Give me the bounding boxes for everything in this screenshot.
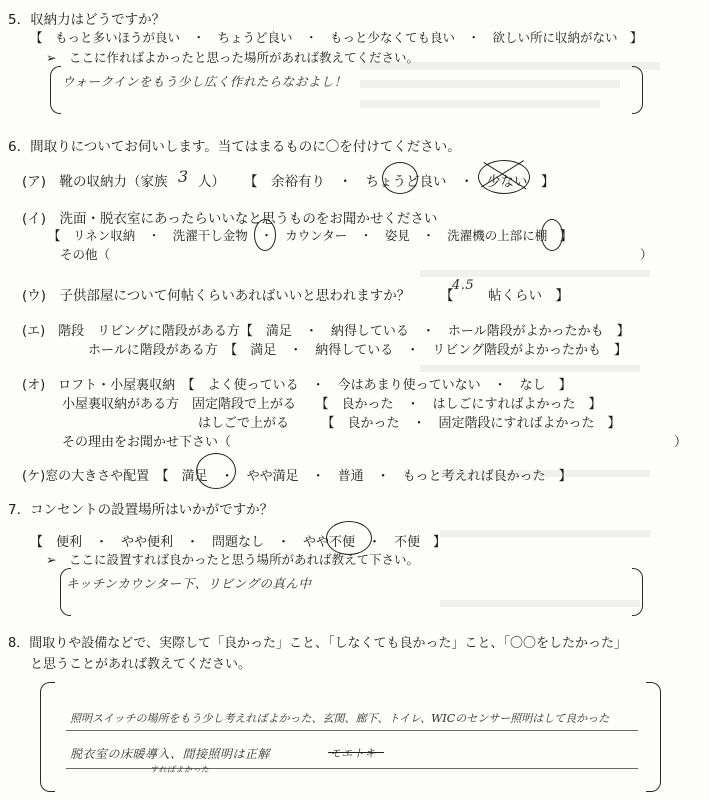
q6-u-unit: 帖くらい 】 [488, 288, 569, 304]
q6-o-reason: その理由をお聞かせ下さい（ [62, 435, 232, 450]
q6-u-label: (ウ) 子供部屋について何帖くらいあればいいと思われますか？ [22, 288, 411, 304]
q7-answer-bracket-right [632, 568, 643, 616]
q6-ke-label: (ケ)窓の大きさや配置 【 満足 ・ やや満足 ・ 普通 ・ もっと考えれば良かった 】 [22, 469, 572, 484]
q5-options: 【 もっと多いほうが良い ・ ちょうど良い ・ もっと少なくても良い ・ 欲しい所に収納がない 】 [30, 30, 643, 45]
q6-u-open: 【 [440, 288, 454, 304]
q8-answer-rule-1 [66, 730, 638, 731]
q8-title2: と思うことがあれば教えてください。 [30, 657, 252, 672]
q5-title: 5．収納力はどうですか？ [8, 12, 166, 28]
q6-i-other: その他（ [60, 247, 111, 262]
q6-o-reason-close: ） [674, 435, 688, 450]
q6-a-label: (ア) 靴の収納力（家族 [22, 174, 168, 190]
q6-i-circle-mark [254, 219, 276, 251]
q8-handwritten-note: すればよかった [150, 765, 210, 774]
q6-title: 6．間取りについてお伺いします。当てはまるものに〇を付けてください。 [8, 139, 461, 155]
q6-i-other-close: ） [640, 247, 653, 262]
q6-a-circle-mark [382, 162, 418, 194]
q6-i-label: (イ) 洗面・脱衣室にあったらいいなと思うものをお聞かせください [22, 211, 438, 227]
q8-handwritten-struck: モエトキ [330, 747, 376, 760]
q8-answer-bracket-right [646, 682, 661, 792]
q6-a-unit: 人） [198, 174, 225, 190]
q6-a-circle-mark-2 [478, 160, 530, 194]
q5-handwritten-answer: ウォークインをもう少し広く作れたらなおよし！ [62, 74, 347, 89]
q6-a-family-count: 3 [178, 167, 189, 186]
q8-handwritten-line1: 照明スイッチの場所をもう少し考えればよかった、玄関、廊下、トイレ、WICのセンサー照明はして良かった [70, 712, 610, 725]
q5-answer-bracket-right [632, 66, 643, 114]
q6-o-line3: はしごで上がる 【 良かった ・ 固定階段にすればよかった 】 [198, 416, 621, 431]
q6-a-options: 【 余裕有り ・ ちょうど良い ・ 少ない 】 [244, 174, 555, 190]
q6-i-options: 【 リネン収納 ・ 洗濯干し金物 ・ カウンター ・ 姿見 ・ 洗濯機の上部に棚 】 [48, 228, 573, 243]
q6-e-label2: ホールに階段がある方 【 満足 ・ 納得している ・ リビング階段がよかったかも 】 [88, 343, 627, 358]
q7-handwritten-answer: キッチンカウンター下、リビングの真ん中 [66, 576, 312, 591]
q6-e-label: (エ) 階段 リビングに階段がある方【 満足 ・ 納得している ・ ホール階段がよかったかも 】 [22, 324, 630, 339]
q8-title: 8．間取りや設備などで、実際して「良かった」こと、「しなくても良かった」こと、「〇〇をしたかった」 [8, 636, 628, 651]
q7-options: 【 便利 ・ やや便利 ・ 問題なし ・ やや不便 ・ 不便 】 [30, 535, 447, 550]
q6-o-line2: 小屋裏収納がある方 固定階段で上がる 【 良かった ・ はしごにすればよかった 】 [62, 397, 602, 412]
q8-answer-bracket-left [40, 682, 55, 792]
q7-title: 7．コンセントの設置場所はいかがですか？ [8, 502, 274, 518]
q7-sub-prompt: ➢ ここに設置すれば良かったと思う場所があれば教えて下さい。 [46, 552, 419, 567]
q8-strike-line [328, 752, 384, 753]
q6-ke-circle-mark [196, 453, 236, 489]
q8-handwritten-line2: 脱衣室の床暖導入、間接照明は正解 [70, 747, 271, 761]
q5-sub-prompt: ➢ ここに作ればよかったと思った場所があれば教えてください。 [46, 50, 419, 65]
q5-answer-bracket-left [50, 66, 61, 114]
q6-o-label: (オ) ロフト・小屋裏収納 【 よく使っている ・ 今はあまり使っていない ・ なし 】 [22, 378, 572, 393]
q6-u-answer: 4.5 [452, 278, 475, 293]
q6-i-circle-mark-2 [541, 219, 563, 251]
